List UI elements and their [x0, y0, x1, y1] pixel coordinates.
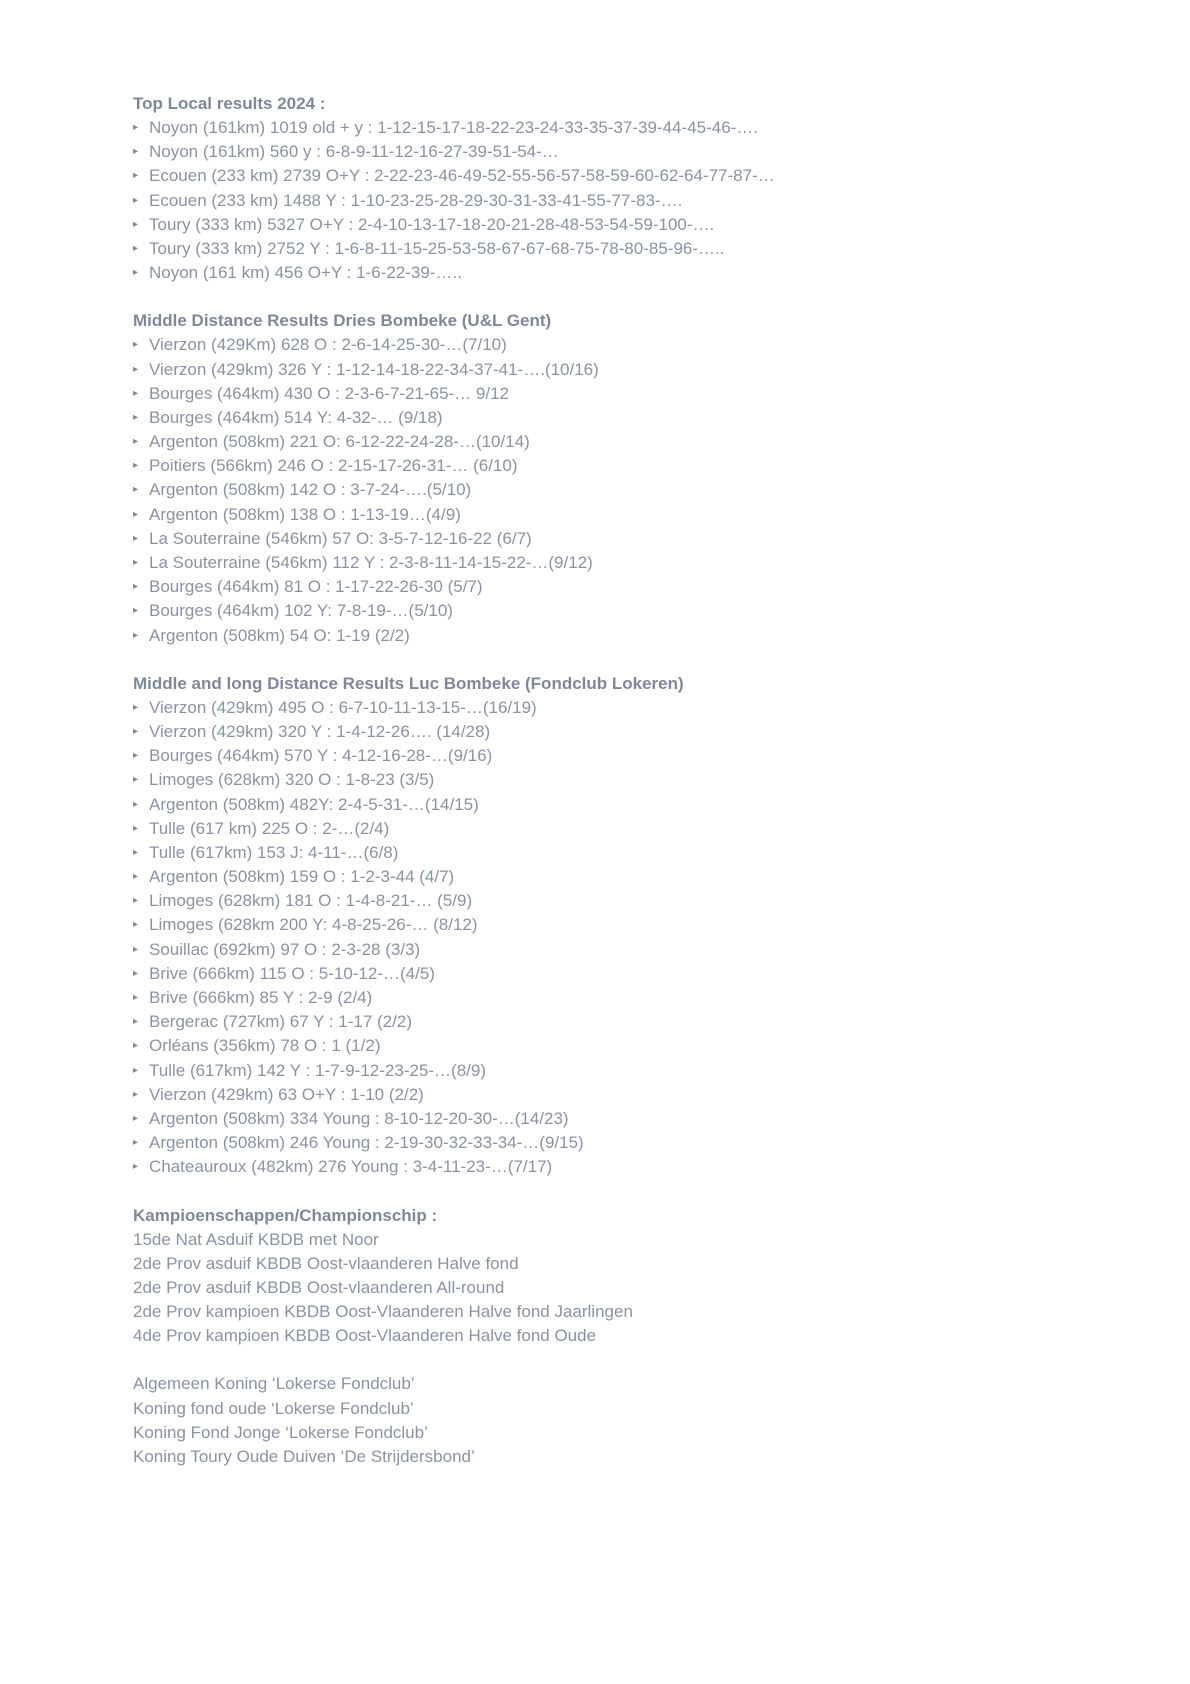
bullet-icon: ▸ — [133, 532, 139, 544]
result-text: La Souterraine (546km) 57 O: 3-5-7-12-16-22 (6/7) — [149, 528, 532, 548]
result-text: Tulle (617km) 142 Y : 1-7-9-12-23-25-…(8/9) — [149, 1060, 487, 1080]
bullet-icon: ▸ — [133, 411, 139, 423]
text-line: 4de Prov kampioen KBDB Oost-Vlaanderen Halve fond Oude — [133, 1326, 597, 1346]
bullet-icon: ▸ — [133, 1088, 139, 1100]
text-line: 2de Prov asduif KBDB Oost-vlaanderen All-round — [133, 1277, 505, 1297]
bullet-icon: ▸ — [133, 1161, 139, 1173]
result-item — [133, 213, 1133, 237]
result-item — [133, 696, 1133, 720]
bullet-icon: ▸ — [133, 339, 139, 351]
text-line: Koning fond oude ‘Lokerse Fondclub’ — [133, 1398, 414, 1418]
bullet-icon: ▸ — [133, 798, 139, 810]
result-text: Argenton (508km) 138 O : 1-13-19…(4/9) — [149, 504, 461, 524]
result-text: Toury (333 km) 5327 O+Y : 2-4-10-13-17-18-20-21-28-48-53-54-59-100-…. — [149, 214, 715, 234]
result-text: Chateauroux (482km) 276 Young : 3-4-11-23-…(7/17) — [149, 1157, 553, 1177]
bullet-icon: ▸ — [133, 170, 139, 182]
result-text: Brive (666km) 115 O : 5-10-12-…(4/5) — [149, 963, 435, 983]
bullet-icon: ▸ — [133, 895, 139, 907]
bullet-icon: ▸ — [133, 605, 139, 617]
result-item — [133, 986, 1133, 1010]
result-item — [133, 1131, 1133, 1155]
luc-results-list — [133, 696, 1133, 1180]
bullet-icon: ▸ — [133, 919, 139, 931]
championships-list — [133, 1228, 1133, 1349]
result-item — [133, 599, 1133, 623]
result-text: Limoges (628km 200 Y: 4-8-25-26-… (8/12) — [149, 915, 478, 935]
result-item — [133, 140, 1133, 164]
bullet-icon: ▸ — [133, 1016, 139, 1028]
bullet-icon: ▸ — [133, 267, 139, 279]
result-item — [133, 1059, 1133, 1083]
result-item — [133, 358, 1133, 382]
result-text: Argenton (508km) 142 O : 3-7-24-….(5/10) — [149, 480, 472, 500]
bullet-icon: ▸ — [133, 822, 139, 834]
result-item — [133, 189, 1133, 213]
result-item — [133, 406, 1133, 430]
result-item — [133, 865, 1133, 889]
section-title-championships: Kampioenschappen/Championschip : — [133, 1205, 438, 1225]
result-text: Noyon (161 km) 456 O+Y : 1-6-22-39-….. — [149, 263, 462, 283]
result-item — [133, 962, 1133, 986]
bullet-icon: ▸ — [133, 1137, 139, 1149]
result-text: Toury (333 km) 2752 Y : 1-6-8-11-15-25-53-58-67-67-68-75-78-80-85-96-….. — [149, 238, 725, 258]
bullet-icon: ▸ — [133, 242, 139, 254]
result-text: Argenton (508km) 482Y: 2-4-5-31-…(14/15) — [149, 794, 479, 814]
bullet-icon: ▸ — [133, 363, 139, 375]
bullet-icon: ▸ — [133, 460, 139, 472]
result-item — [133, 1107, 1133, 1131]
result-text: Souillac (692km) 97 O : 2-3-28 (3/3) — [149, 939, 421, 959]
result-text: Bergerac (727km) 67 Y : 1-17 (2/2) — [149, 1012, 413, 1032]
text-line: 2de Prov kampioen KBDB Oost-Vlaanderen Halve fond Jaarlingen — [133, 1302, 633, 1322]
result-item — [133, 1010, 1133, 1034]
text-line: 2de Prov asduif KBDB Oost-vlaanderen Halve fond — [133, 1253, 519, 1273]
result-item — [133, 744, 1133, 768]
bullet-icon: ▸ — [133, 701, 139, 713]
result-text: Brive (666km) 85 Y : 2-9 (2/4) — [149, 988, 373, 1007]
result-text: Noyon (161km) 1019 old + y : 1-12-15-17-18-22-23-24-33-35-37-39-44-45-46-…. — [149, 118, 759, 137]
result-item — [133, 527, 1133, 551]
bullet-icon: ▸ — [133, 581, 139, 593]
result-text: Bourges (464km) 81 O : 1-17-22-26-30 (5/7) — [149, 577, 483, 597]
section-title-dries-results: Middle Distance Results Dries Bombeke (U&L Gent) — [133, 311, 552, 331]
result-text: Tulle (617km) 153 J: 4-11-…(6/8) — [149, 842, 399, 862]
bullet-icon: ▸ — [133, 1064, 139, 1076]
result-text: Vierzon (429km) 495 O : 6-7-10-11-13-15-…(16/19) — [149, 697, 537, 717]
result-text: Vierzon (429Km) 628 O : 2-6-14-25-30-…(7/10) — [149, 335, 507, 355]
result-text: Ecouen (233 km) 1488 Y : 1-10-23-25-28-29-30-31-33-41-55-77-83-…. — [149, 190, 683, 210]
result-item — [133, 720, 1133, 744]
result-text: Vierzon (429km) 326 Y : 1-12-14-18-22-34-37-41-….(10/16) — [149, 359, 599, 379]
section-title-local-results: Top Local results 2024 : — [133, 94, 326, 113]
kings-list — [133, 1372, 1133, 1469]
result-text: Limoges (628km) 181 O : 1-4-8-21-… (5/9) — [149, 891, 473, 911]
document-page — [133, 92, 1133, 1469]
result-item — [133, 478, 1133, 502]
result-item — [133, 237, 1133, 261]
result-text: Tulle (617 km) 225 O : 2-…(2/4) — [149, 818, 390, 838]
result-item — [133, 575, 1133, 599]
result-item — [133, 1155, 1133, 1179]
text-line: Koning Fond Jonge ‘Lokerse Fondclub’ — [133, 1422, 428, 1442]
result-text: La Souterraine (546km) 112 Y : 2-3-8-11-14-15-22-…(9/12) — [149, 553, 593, 572]
bullet-icon: ▸ — [133, 871, 139, 883]
text-line: Algemeen Koning ‘Lokerse Fondclub’ — [133, 1374, 415, 1394]
result-text: Argenton (508km) 54 O: 1-19 (2/2) — [149, 625, 410, 645]
result-text: Bourges (464km) 430 O : 2-3-6-7-21-65-… 9/12 — [149, 383, 510, 403]
result-item — [133, 503, 1133, 527]
bullet-icon: ▸ — [133, 484, 139, 496]
result-text: Argenton (508km) 246 Young : 2-19-30-32-33-34-…(9/15) — [149, 1133, 584, 1153]
result-item — [133, 454, 1133, 478]
bullet-icon: ▸ — [133, 629, 139, 641]
bullet-icon: ▸ — [133, 1112, 139, 1124]
result-item — [133, 333, 1133, 357]
result-text: Argenton (508km) 334 Young : 8-10-12-20-30-…(14/23) — [149, 1108, 569, 1128]
result-item — [133, 841, 1133, 865]
result-item — [133, 382, 1133, 406]
result-text: Bourges (464km) 102 Y: 7-8-19-…(5/10) — [149, 601, 453, 621]
result-item — [133, 551, 1133, 575]
result-item — [133, 116, 1133, 140]
section-title-luc-results: Middle and long Distance Results Luc Bombeke (Fondclub Lokeren) — [133, 673, 684, 693]
result-text: Ecouen (233 km) 2739 O+Y : 2-22-23-46-49-52-55-56-57-58-59-60-62-64-77-87-… — [149, 166, 775, 186]
result-text: Bourges (464km) 514 Y: 4-32-… (9/18) — [149, 407, 443, 427]
bullet-icon: ▸ — [133, 774, 139, 786]
dries-results-list — [133, 333, 1133, 647]
result-item — [133, 624, 1133, 648]
bullet-icon: ▸ — [133, 122, 139, 133]
bullet-icon: ▸ — [133, 436, 139, 448]
result-item — [133, 889, 1133, 913]
bullet-icon: ▸ — [133, 557, 139, 568]
bullet-icon: ▸ — [133, 725, 139, 737]
bullet-icon: ▸ — [133, 218, 139, 230]
result-text: Poitiers (566km) 246 O : 2-15-17-26-31-… (6/10) — [149, 456, 518, 476]
result-text: Limoges (628km) 320 O : 1-8-23 (3/5) — [149, 770, 435, 790]
bullet-icon: ▸ — [133, 943, 139, 955]
bullet-icon: ▸ — [133, 508, 139, 520]
result-item — [133, 261, 1133, 285]
result-text: Bourges (464km) 570 Y : 4-12-16-28-…(9/16) — [149, 746, 493, 766]
bullet-icon: ▸ — [133, 1040, 139, 1052]
result-text: Vierzon (429km) 63 O+Y : 1-10 (2/2) — [149, 1084, 424, 1104]
result-text: Orléans (356km) 78 O : 1 (1/2) — [149, 1036, 381, 1056]
bullet-icon: ▸ — [133, 967, 139, 979]
result-item — [133, 768, 1133, 792]
bullet-icon: ▸ — [133, 846, 139, 858]
text-line: 15de Nat Asduif KBDB met Noor — [133, 1229, 379, 1249]
bullet-icon: ▸ — [133, 387, 139, 399]
bullet-icon: ▸ — [133, 992, 139, 1003]
result-text: Noyon (161km) 560 y : 6-8-9-11-12-16-27-39-51-54-… — [149, 142, 559, 162]
result-item — [133, 430, 1133, 454]
text-line: Koning Toury Oude Duiven ‘De Strijdersbond’ — [133, 1447, 475, 1466]
result-item — [133, 817, 1133, 841]
bullet-icon: ▸ — [133, 146, 139, 158]
result-item — [133, 913, 1133, 937]
local-results-list — [133, 116, 1133, 285]
bullet-icon: ▸ — [133, 750, 139, 762]
bullet-icon: ▸ — [133, 194, 139, 206]
result-item — [133, 1083, 1133, 1107]
result-text: Vierzon (429km) 320 Y : 1-4-12-26…. (14/28) — [149, 721, 491, 741]
result-item — [133, 938, 1133, 962]
result-text: Argenton (508km) 221 O: 6-12-22-24-28-…(10/14) — [149, 432, 530, 452]
result-item — [133, 164, 1133, 188]
result-item — [133, 1034, 1133, 1058]
result-item — [133, 793, 1133, 817]
result-text: Argenton (508km) 159 O : 1-2-3-44 (4/7) — [149, 867, 455, 887]
